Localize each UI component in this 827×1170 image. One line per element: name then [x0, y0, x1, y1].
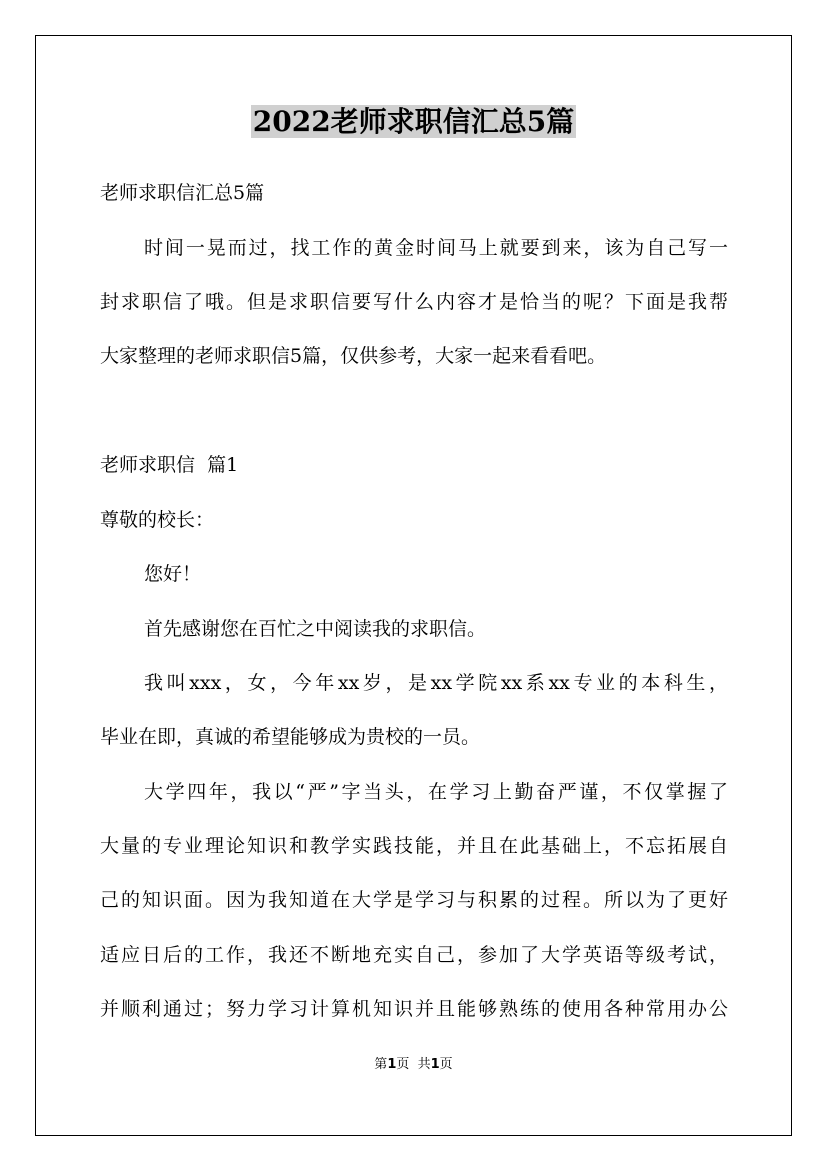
document-title — [0, 100, 827, 144]
study-line-1: 大学四年，我以“严”字当头，在学习上勤奋严谨，不仅掌握了 — [144, 781, 728, 803]
study-line-2: 大量的专业理论知识和教学实践技能，并且在此基础上，不忘拓展自 — [100, 835, 728, 857]
thanks-paragraph: 首先感谢您在百忙之中阅读我的求职信。 — [144, 618, 487, 640]
intro-line-2: 封求职信了哦。但是求职信要写什么内容才是恰当的呢？下面是我帮 — [100, 291, 728, 313]
intro-line-3: 大家整理的老师求职信5篇，仅供参考，大家一起来看看吧。 — [100, 345, 607, 367]
footer-prefix: 第 — [374, 1057, 388, 1072]
intro-line-1: 时间一晃而过，找工作的黄金时间马上就要到来，该为自己写一 — [144, 237, 728, 259]
document-title-text: 2022老师求职信汇总5篇 — [252, 105, 575, 138]
self-intro-line-1: 我叫xxx，女，今年xx岁，是xx学院xx系xx专业的本科生， — [144, 672, 728, 694]
study-line-4: 适应日后的工作，我还不断地充实自己，参加了大学英语等级考试， — [100, 944, 728, 966]
self-intro-line-2: 毕业在即，真诚的希望能够成为贵校的一员。 — [100, 726, 481, 748]
greeting: 您好！ — [144, 563, 202, 585]
section-heading: 老师求职信 篇1 — [100, 454, 239, 476]
study-line-3: 己的知识面。因为我知道在大学是学习与积累的过程。所以为了更好 — [100, 889, 728, 911]
salutation: 尊敬的校长： — [100, 509, 215, 531]
footer-page-total: 1 — [430, 1057, 440, 1072]
page-footer — [0, 1056, 827, 1074]
footer-suffix: 页 — [439, 1057, 453, 1072]
footer-mid: 页 共 — [396, 1057, 431, 1072]
study-line-5: 并顺利通过；努力学习计算机知识并且能够熟练的使用各种常用办公 — [100, 998, 728, 1020]
footer-page-number: 1 — [387, 1057, 397, 1072]
document-subtitle: 老师求职信汇总5篇 — [100, 182, 265, 204]
